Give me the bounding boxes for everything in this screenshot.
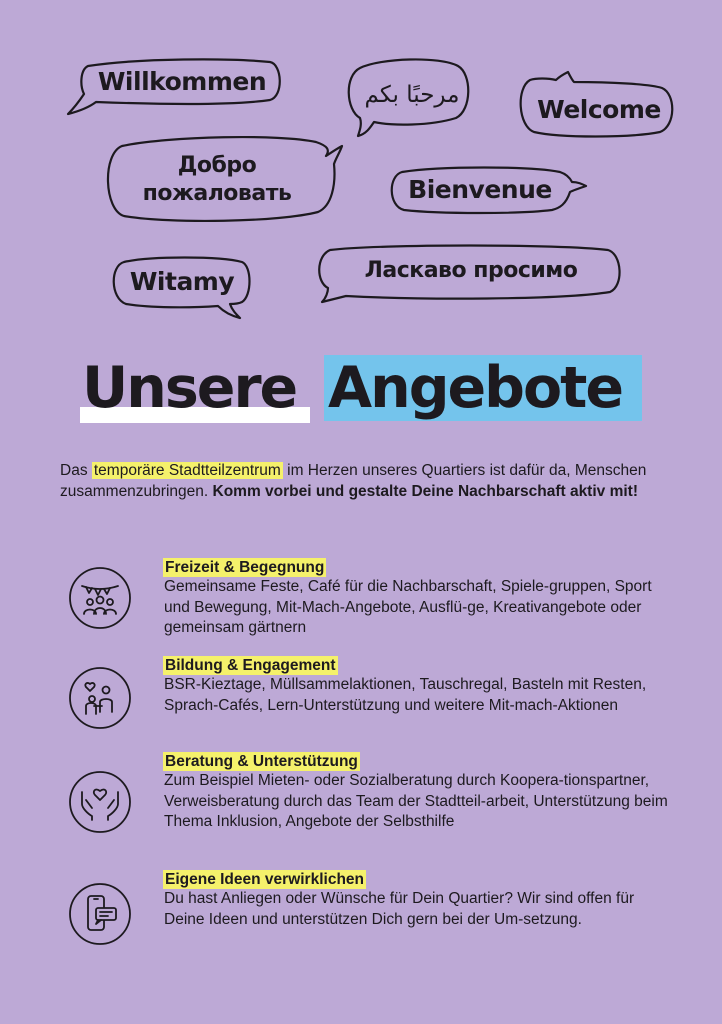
- title-word-angebote: Angebote: [328, 355, 623, 421]
- greeting-willkommen: Willkommen: [97, 67, 267, 96]
- offer-description: BSR-Kieztage, Müllsammelaktionen, Tauschregal, Basteln mit Resten, Sprach-Cafés, Lern-Unterstützung und weitere Mit-mach-Aktionen: [164, 676, 647, 714]
- offer-description: Zum Beispiel Mieten- oder Sozialberatung durch Koopera-tionspartner, Verweisberatung durch das Team der Stadtteil-arbeit, Unterstützung beim Thema Inklusion, Angebote der Selbsthilfe: [164, 772, 668, 830]
- title-word-unsere: Unsere: [82, 355, 297, 421]
- greeting-welcome: Welcome: [537, 95, 661, 124]
- greeting-witamy: Witamy: [129, 267, 235, 296]
- greeting-ukrainian: Ласкаво просимо: [364, 258, 578, 283]
- offer-item: [64, 656, 674, 736]
- intro-text-start: Das: [60, 462, 92, 479]
- offer-title: Bildung & Engagement: [165, 657, 336, 674]
- offer-description: Gemeinsame Feste, Café für die Nachbarschaft, Spiele-gruppen, Sport und Bewegung, Mit-Mach-Angebote, Ausflü-ge, Kreativangebote oder gemeinsam gärtnern: [164, 578, 652, 636]
- offer-title: Beratung & Unterstützung: [165, 753, 358, 770]
- greeting-arabic: مرحبًا بكم: [364, 82, 460, 108]
- intro-text-middle: im Herzen unseres Quartiers ist dafür da, Menschen zusammenzubringen.: [60, 462, 647, 500]
- intro-paragraph: [60, 460, 670, 502]
- intro-highlight: temporäre Stadtteilzentrum: [93, 462, 281, 479]
- greeting-bubbles: [0, 0, 722, 330]
- greeting-bienvenue: Bienvenue: [408, 175, 552, 204]
- offer-item: [64, 752, 674, 852]
- community-celebration-icon: [68, 566, 132, 630]
- offer-title: Eigene Ideen verwirklichen: [165, 871, 364, 888]
- greeting-russian-line2: пожаловать: [142, 181, 292, 206]
- heart-in-hands-icon: [68, 770, 132, 834]
- offer-title: Freizeit & Begegnung: [165, 559, 325, 576]
- intro-call-to-action: Komm vorbei und gestalte Deine Nachbarschaft aktiv mit!: [212, 483, 638, 500]
- offer-item: [64, 870, 674, 960]
- offer-description: Du hast Anliegen oder Wünsche für Dein Quartier? Wir sind offen für Deine Ideen und unterstützen Dich gern bei der Um-setzung.: [164, 890, 635, 928]
- greeting-russian-line1: Добро: [177, 153, 257, 178]
- phone-message-icon: [68, 882, 132, 946]
- page-title: [80, 345, 680, 435]
- offer-item: [64, 558, 674, 644]
- helping-people-icon: [68, 666, 132, 730]
